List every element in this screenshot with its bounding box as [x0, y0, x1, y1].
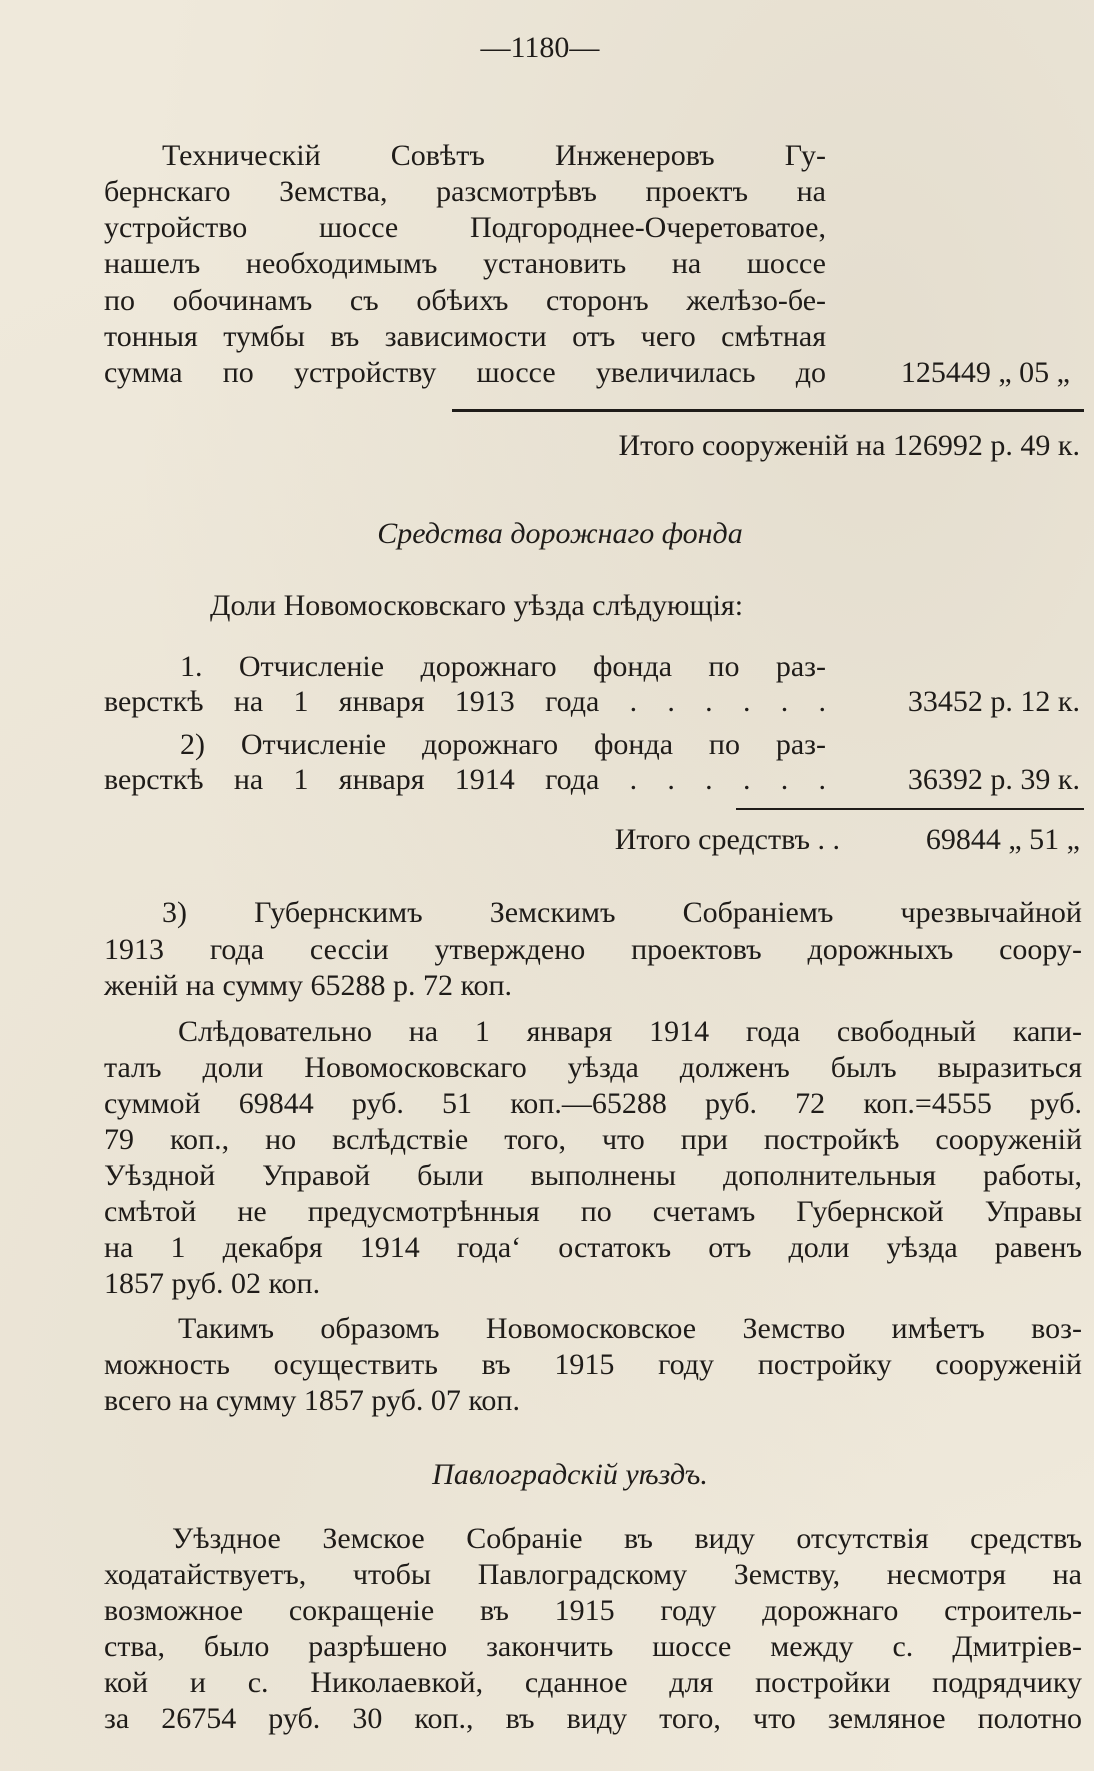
text-line: ства, было разрѣшено закончить шоссе между с. Дмитріев- [104, 1630, 1082, 1663]
amount-value: 33452 р. 12 к. [907, 685, 1080, 718]
page-number: —1180— [480, 31, 600, 64]
text-line: возможное сокращеніе въ 1915 году дорожнаго строитель- [104, 1594, 1082, 1627]
sum-rule [736, 808, 1084, 810]
text-line: всего на сумму 1857 руб. 07 коп. [104, 1384, 520, 1417]
text-line: 3) Губернскимъ Земскимъ Собраніемъ чрезвычайной [162, 896, 1082, 929]
total-funds-label: Итого средствъ . . [614, 823, 840, 856]
text-line: талъ доли Новомосковскаго уѣзда долженъ былъ выразиться [104, 1051, 1082, 1084]
amount-value: 125449 „ 05 „ [900, 356, 1070, 389]
total-structures: Итого сооруженій на 126992 р. 49 к. [618, 429, 1080, 462]
amount-value: 69844 „ 51 „ [925, 823, 1080, 856]
text-line: женій на сумму 65288 р. 72 коп. [104, 969, 513, 1002]
text-line: кой и с. Николаевкой, сданное для постройки подрядчику [104, 1666, 1082, 1699]
text-line: 1857 руб. 02 коп. [104, 1267, 321, 1300]
text-line: за 26754 руб. 30 коп., въ виду того, что земляное полотно [104, 1702, 1082, 1735]
text-line: Уѣздной Управой были выполнены дополнительныя работы, [104, 1159, 1082, 1192]
text-line: Такимъ образомъ Новомосковское Земство имѣетъ воз- [178, 1312, 1082, 1345]
section-heading: Павлоградскій уѣздъ. [432, 1458, 708, 1491]
text-line: устройство шоссе Подгороднее-Очеретоватое, [104, 211, 826, 244]
sum-rule [452, 409, 1084, 412]
text-line: бернскаго Земства, разсмотрѣвъ проектъ на [104, 175, 826, 208]
text-line: Слѣдовательно на 1 января 1914 года свободный капи- [178, 1015, 1082, 1048]
text-line: Доли Новомосковскаго уѣзда слѣдующія: [210, 589, 744, 622]
text-line: 2) Отчисленіе дорожнаго фонда по раз- [180, 728, 826, 761]
text-line: сумма по устройству шоссе увеличилась до [104, 356, 826, 389]
text-line: версткѣ на 1 января 1913 года . . . . . . [104, 685, 826, 718]
text-line: суммой 69844 руб. 51 коп.—65288 руб. 72 коп.=4555 руб. [104, 1087, 1082, 1120]
amount-value: 36392 р. 39 к. [907, 763, 1080, 796]
text-line: нашелъ необходимымъ установить на шоссе [104, 247, 826, 280]
text-line: 1. Отчисленіе дорожнаго фонда по раз- [180, 650, 826, 683]
section-heading: Средства дорожнаго фонда [377, 517, 743, 550]
text-line: 1913 года сессіи утверждено проектовъ дорожныхъ соору- [104, 933, 1082, 966]
text-line: на 1 декабря 1914 года‘ остатокъ отъ доли уѣзда равенъ [104, 1231, 1082, 1264]
text-line: Уѣздное Земское Собраніе въ виду отсутствія средствъ [172, 1522, 1082, 1555]
text-line: смѣтой не предусмотрѣнныя по счетамъ Губернской Управы [104, 1195, 1082, 1228]
text-line: ходатайствуетъ, чтобы Павлоградскому Земству, несмотря на [104, 1558, 1082, 1591]
text-line: можность осуществить въ 1915 году постройку сооруженій [104, 1348, 1082, 1381]
text-line: по обочинамъ съ обѣихъ сторонъ желѣзо-бе- [104, 284, 826, 317]
text-line: 79 коп., но вслѣдствіе того, что при постройкѣ сооруженій [104, 1123, 1082, 1156]
text-line: версткѣ на 1 января 1914 года . . . . . . [104, 763, 826, 796]
text-line: тонныя тумбы въ зависимости отъ чего смѣтная [104, 320, 826, 353]
text-line: Техническій Совѣтъ Инженеровъ Гу- [162, 139, 826, 172]
